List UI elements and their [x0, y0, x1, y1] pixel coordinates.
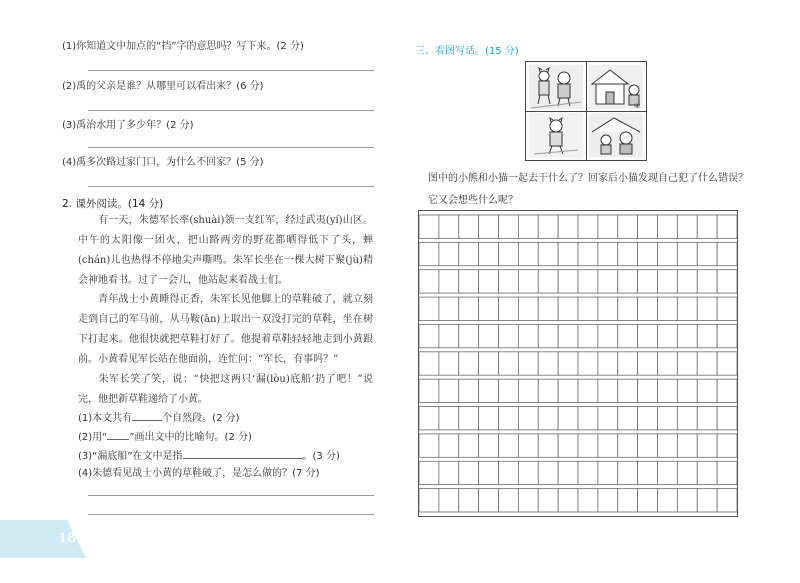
grid-cell[interactable] [677, 297, 697, 320]
grid-cell[interactable] [697, 407, 717, 430]
grid-cell[interactable] [479, 324, 499, 347]
grid-cell[interactable] [618, 297, 638, 320]
answer-line[interactable] [88, 147, 374, 148]
grid-cell[interactable] [658, 407, 678, 430]
grid-cell[interactable] [697, 297, 717, 320]
question-text: (2)用“ [78, 432, 108, 443]
grid-cell[interactable] [538, 215, 558, 238]
grid-cell[interactable] [717, 324, 737, 347]
grid-cell[interactable] [598, 352, 618, 375]
grid-cell[interactable] [499, 407, 519, 430]
grid-cell[interactable] [677, 407, 697, 430]
grid-cell[interactable] [638, 297, 658, 320]
grid-cell[interactable] [479, 489, 499, 512]
grid-cell[interactable] [677, 242, 697, 265]
grid-cell[interactable] [419, 352, 439, 375]
grid-cell[interactable] [419, 270, 439, 293]
grid-cell[interactable] [538, 434, 558, 457]
grid-cell[interactable] [558, 434, 578, 457]
question-text: 。(3 分) [302, 451, 340, 462]
grid-cell[interactable] [638, 324, 658, 347]
grid-cell[interactable] [618, 379, 638, 402]
grid-cell[interactable] [518, 407, 538, 430]
grid-cell[interactable] [697, 324, 717, 347]
grid-cell[interactable] [638, 407, 658, 430]
grid-cell[interactable] [439, 270, 459, 293]
grid-cell[interactable] [717, 215, 737, 238]
grid-cell[interactable] [658, 489, 678, 512]
question-2-4: (4)朱德看见战士小黄的草鞋破了，是怎么做的？(7 分) [78, 468, 320, 479]
grid-cell[interactable] [677, 489, 697, 512]
grid-cell[interactable] [638, 379, 658, 402]
grid-cell[interactable] [717, 434, 737, 457]
grid-cell[interactable] [598, 215, 618, 238]
question-text: ”画出文中的比喻句。(2 分) [129, 432, 252, 443]
passage-paragraph-3 [78, 370, 373, 410]
grid-cell[interactable] [499, 379, 519, 402]
answer-line[interactable] [88, 110, 374, 111]
question-1-3: (3)禹治水用了多少年？(2 分) [62, 120, 194, 131]
grid-cell[interactable] [538, 242, 558, 265]
grid-cell[interactable] [558, 407, 578, 430]
writing-grid[interactable] [418, 210, 738, 517]
grid-cell[interactable] [479, 270, 499, 293]
grid-cell[interactable] [459, 379, 479, 402]
grid-cell[interactable] [479, 407, 499, 430]
grid-cell[interactable] [717, 461, 737, 484]
question-1-2: (2)禹的父亲是谁？从哪里可以看出来？(6 分) [62, 81, 264, 92]
grid-cell[interactable] [439, 324, 459, 347]
grid-cell[interactable] [419, 434, 439, 457]
grid-cell[interactable] [658, 434, 678, 457]
grid-cell[interactable] [419, 407, 439, 430]
grid-cell[interactable] [638, 434, 658, 457]
answer-line[interactable] [88, 514, 374, 515]
passage-text: 有一天，朱德军长率(shuài)领一支红军，经过武夷(yí)山区。中午的太阳像一团火，把山路两旁的野花都晒得低下了头，蝉(chán)儿也热得不停地尖声嘶鸣。朱军长坐在一棵大树下聚(jù)精会神地看书。过了一会儿，他站起来看战士们。 [78, 215, 373, 286]
grid-cell[interactable] [677, 434, 697, 457]
grid-cell[interactable] [459, 324, 479, 347]
grid-cell[interactable] [558, 297, 578, 320]
grid-cell[interactable] [717, 379, 737, 402]
grid-cell[interactable] [518, 461, 538, 484]
grid-cell[interactable] [618, 407, 638, 430]
grid-cell[interactable] [558, 324, 578, 347]
grid-cell[interactable] [717, 242, 737, 265]
grid-cell[interactable] [538, 461, 558, 484]
writing-grid-cells[interactable] [419, 211, 737, 516]
grid-cell[interactable] [598, 242, 618, 265]
grid-cell[interactable] [677, 461, 697, 484]
grid-cell[interactable] [518, 489, 538, 512]
question-2-1 [78, 410, 240, 426]
question-text: (3)“漏底船”在文中是指 [78, 451, 183, 462]
grid-cell[interactable] [499, 352, 519, 375]
grid-cell[interactable] [717, 270, 737, 293]
grid-cell[interactable] [598, 297, 618, 320]
underline-sample [107, 429, 129, 440]
grid-cell[interactable] [499, 242, 519, 265]
grid-cell[interactable] [518, 434, 538, 457]
grid-cell[interactable] [479, 215, 499, 238]
grid-cell[interactable] [439, 434, 459, 457]
grid-cell[interactable] [618, 461, 638, 484]
grid-cell[interactable] [638, 215, 658, 238]
section-points: (15 分) [485, 46, 519, 57]
grid-cell[interactable] [658, 242, 678, 265]
grid-cell[interactable] [598, 270, 618, 293]
grid-cell[interactable] [658, 379, 678, 402]
grid-cell[interactable] [638, 352, 658, 375]
grid-cell[interactable] [459, 270, 479, 293]
grid-cell[interactable] [538, 270, 558, 293]
grid-cell[interactable] [439, 352, 459, 375]
grid-cell[interactable] [677, 324, 697, 347]
grid-cell[interactable] [638, 242, 658, 265]
answer-line[interactable] [88, 70, 374, 71]
passage-paragraph-1 [78, 211, 373, 291]
grid-cell[interactable] [459, 489, 479, 512]
passage-text: 青年战士小黄睡得正香，朱军长见他脚上的草鞋破了，就立刻走到自己的军马前，从马鞍(ān)上取出一双没打完的草鞋，坐在树下打起来。他很快就把草鞋打好了。他提着草鞋轻轻地走到小黄跟前。小黄看见军长站在他面前，连忙问：“军长，有事吗？” [78, 294, 373, 365]
grid-cell[interactable] [558, 242, 578, 265]
grid-cell[interactable] [638, 489, 658, 512]
question-2-3 [78, 448, 340, 464]
grid-cell[interactable] [499, 461, 519, 484]
grid-cell[interactable] [459, 352, 479, 375]
grid-cell[interactable] [717, 489, 737, 512]
grid-cell[interactable] [479, 461, 499, 484]
grid-cell[interactable] [479, 352, 499, 375]
grid-cell[interactable] [419, 324, 439, 347]
grid-cell[interactable] [638, 461, 658, 484]
question-text: (1)本文共有 [78, 413, 133, 424]
grid-cell[interactable] [419, 242, 439, 265]
grid-cell[interactable] [499, 489, 519, 512]
grid-cell[interactable] [618, 215, 638, 238]
grid-cell[interactable] [439, 215, 459, 238]
grid-cell[interactable] [578, 215, 598, 238]
grid-cell[interactable] [538, 352, 558, 375]
grid-cell[interactable] [618, 434, 638, 457]
grid-cell[interactable] [538, 407, 558, 430]
grid-cell[interactable] [578, 242, 598, 265]
grid-cell[interactable] [697, 489, 717, 512]
grid-cell[interactable] [479, 434, 499, 457]
grid-cell[interactable] [518, 297, 538, 320]
passage-text: 朱军长笑了笑，说：“快把这两只‘漏(lòu)底船’扔了吧！”说完，他把新草鞋递给了小黄。 [78, 374, 373, 405]
grid-cell[interactable] [677, 215, 697, 238]
grid-cell[interactable] [578, 461, 598, 484]
fill-blank[interactable] [132, 410, 162, 421]
grid-cell[interactable] [697, 270, 717, 293]
grid-cell[interactable] [558, 489, 578, 512]
grid-cell[interactable] [499, 270, 519, 293]
grid-cell[interactable] [598, 324, 618, 347]
grid-cell[interactable] [538, 379, 558, 402]
grid-cell[interactable] [618, 324, 638, 347]
grid-cell[interactable] [558, 352, 578, 375]
question-1-4: (4)禹多次路过家门口，为什么不回家？(5 分) [62, 157, 264, 168]
grid-cell[interactable] [578, 297, 598, 320]
grid-cell[interactable] [598, 379, 618, 402]
grid-cell[interactable] [499, 434, 519, 457]
grid-cell[interactable] [459, 434, 479, 457]
grid-cell[interactable] [479, 242, 499, 265]
grid-cell[interactable] [578, 434, 598, 457]
grid-cell[interactable] [578, 379, 598, 402]
grid-cell[interactable] [518, 242, 538, 265]
panel-divider [586, 62, 587, 160]
comic-illustration [525, 61, 647, 161]
grid-cell[interactable] [598, 407, 618, 430]
grid-cell[interactable] [439, 379, 459, 402]
answer-line[interactable] [88, 495, 374, 496]
grid-cell[interactable] [439, 407, 459, 430]
section-2-title: 2. 课外阅读。(14 分) [62, 198, 164, 210]
grid-cell[interactable] [479, 297, 499, 320]
grid-cell[interactable] [558, 270, 578, 293]
grid-cell[interactable] [717, 297, 737, 320]
grid-cell[interactable] [578, 270, 598, 293]
grid-cell[interactable] [658, 297, 678, 320]
grid-cell[interactable] [538, 324, 558, 347]
grid-cell[interactable] [439, 489, 459, 512]
grid-cell[interactable] [658, 461, 678, 484]
grid-cell[interactable] [459, 215, 479, 238]
grid-cell[interactable] [697, 215, 717, 238]
page-number: 18 [58, 531, 77, 546]
answer-line[interactable] [88, 186, 374, 187]
grid-cell[interactable] [459, 407, 479, 430]
grid-cell[interactable] [697, 352, 717, 375]
grid-cell[interactable] [598, 434, 618, 457]
grid-cell[interactable] [658, 352, 678, 375]
grid-cell[interactable] [618, 270, 638, 293]
question-2-2 [78, 429, 252, 445]
grid-cell[interactable] [598, 461, 618, 484]
section-3-title [415, 42, 519, 57]
grid-cell[interactable] [578, 489, 598, 512]
grid-cell[interactable] [578, 324, 598, 347]
grid-cell[interactable] [697, 242, 717, 265]
grid-cell[interactable] [459, 297, 479, 320]
grid-cell[interactable] [419, 489, 439, 512]
grid-cell[interactable] [518, 379, 538, 402]
grid-cell[interactable] [558, 379, 578, 402]
grid-cell[interactable] [538, 489, 558, 512]
grid-cell[interactable] [618, 489, 638, 512]
grid-cell[interactable] [419, 461, 439, 484]
grid-cell[interactable] [717, 352, 737, 375]
grid-cell[interactable] [499, 324, 519, 347]
grid-cell[interactable] [578, 407, 598, 430]
grid-cell[interactable] [419, 379, 439, 402]
question-1-1: (1)你知道文中加点的“挡”字的意思吗？写下来。(2 分) [62, 41, 304, 52]
grid-cell[interactable] [618, 242, 638, 265]
grid-cell[interactable] [499, 297, 519, 320]
grid-cell[interactable] [439, 297, 459, 320]
grid-cell[interactable] [697, 461, 717, 484]
grid-cell[interactable] [677, 379, 697, 402]
grid-cell[interactable] [459, 461, 479, 484]
passage-paragraph-2 [78, 290, 373, 370]
fill-blank[interactable] [183, 448, 303, 459]
grid-cell[interactable] [419, 215, 439, 238]
grid-cell[interactable] [518, 215, 538, 238]
grid-cell[interactable] [518, 324, 538, 347]
grid-cell[interactable] [558, 461, 578, 484]
writing-prompt: 图中的小熊和小猫一起去干什么了？回家后小猫发现自己犯了什么错误？它又会想些什么呢？ [428, 173, 748, 206]
grid-cell[interactable] [618, 352, 638, 375]
grid-cell[interactable] [658, 270, 678, 293]
grid-cell[interactable] [598, 489, 618, 512]
grid-cell[interactable] [697, 379, 717, 402]
panel-number: ④ [634, 102, 641, 110]
grid-cell[interactable] [499, 215, 519, 238]
grid-cell[interactable] [658, 324, 678, 347]
grid-cell[interactable] [518, 352, 538, 375]
grid-cell[interactable] [638, 270, 658, 293]
grid-cell[interactable] [697, 434, 717, 457]
grid-cell[interactable] [658, 215, 678, 238]
question-text: 个自然段。(2 分) [162, 413, 240, 424]
grid-cell[interactable] [439, 461, 459, 484]
grid-cell[interactable] [479, 379, 499, 402]
grid-cell[interactable] [439, 242, 459, 265]
grid-cell[interactable] [677, 270, 697, 293]
grid-cell[interactable] [518, 270, 538, 293]
grid-cell[interactable] [459, 242, 479, 265]
grid-cell[interactable] [419, 297, 439, 320]
grid-cell[interactable] [578, 352, 598, 375]
grid-cell[interactable] [717, 407, 737, 430]
grid-cell[interactable] [677, 352, 697, 375]
section-title-text: 三、看图写话。 [415, 46, 485, 57]
grid-cell[interactable] [558, 215, 578, 238]
grid-cell[interactable] [538, 297, 558, 320]
